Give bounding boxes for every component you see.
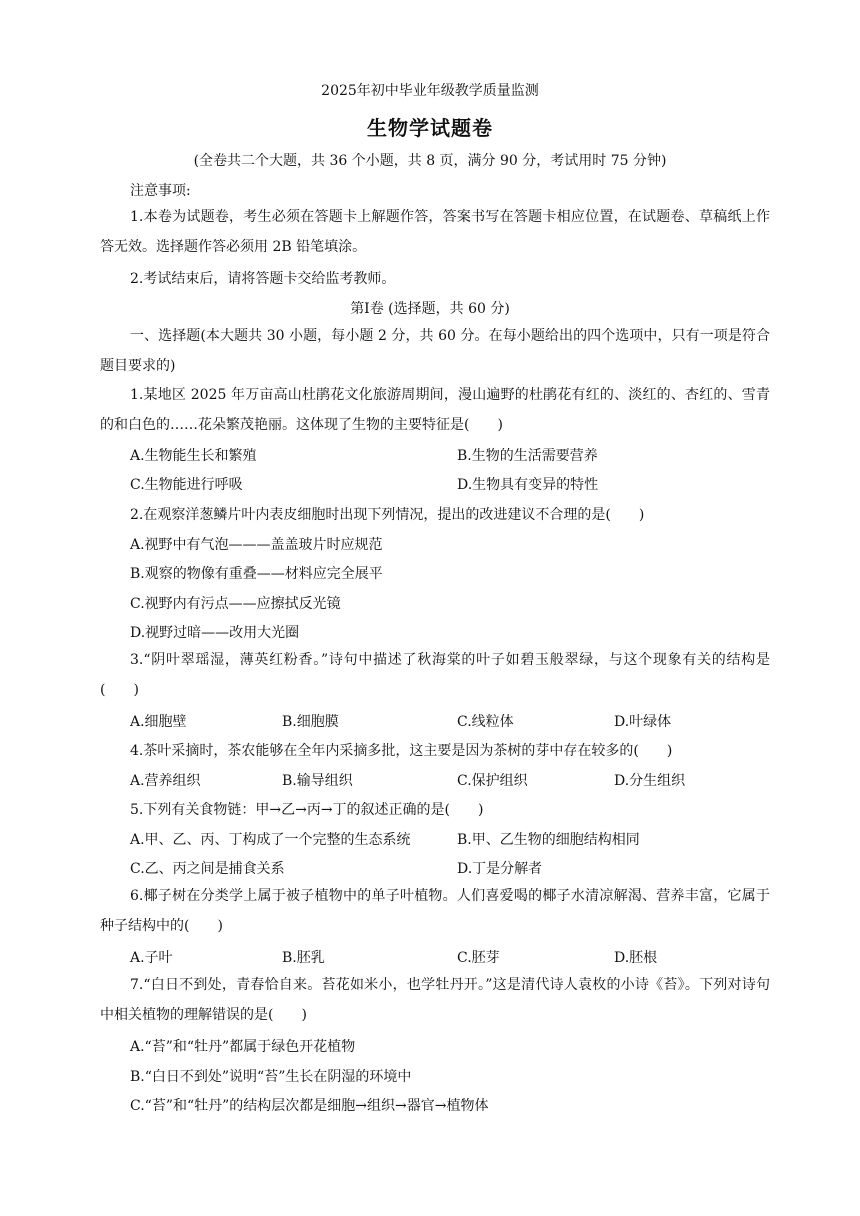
question-5-stem: 5.下列有关食物链：甲→乙→丙→丁的叙述正确的是( ) [130,802,484,818]
main-title: 生物学试题卷 [367,116,493,140]
question-3-stem: 3.“阴叶翠瑶湿，薄英红粉香。”诗句中描述了秋海棠的叶子如碧玉般翠绿，与这个现象有关的结构是( ) [100,652,770,698]
question-7-option-b: B.“白日不到处”说明“苔”生长在阴湿的环境中 [130,1069,412,1085]
question-5-option-d: D.丁是分解者 [457,861,543,877]
question-7-option-a: A.“苔”和“牡丹”都属于绿色开花植物 [130,1039,356,1055]
question-6-option-d: D.胚根 [614,950,658,966]
exam-subtitle: (全卷共二个大题，共 36 个小题，共 8 页，满分 90 分，考试用时 75 分钟) [193,153,667,169]
question-2-option-c: C.视野内有污点——应擦拭反光镜 [130,596,341,612]
question-1-option-b: B.生物的生活需要营养 [457,448,598,464]
question-4-option-c: C.保护组织 [457,773,528,789]
question-1-option-d: D.生物具有变异的特性 [457,477,599,493]
question-4-option-a: A.营养组织 [130,773,201,789]
section-instruction: 一、选择题(本大题共 30 小题，每小题 2 分，共 60 分。在每小题给出的四个选项中，只有一项是符合题目要求的) [100,328,770,374]
question-6-stem: 6.椰子树在分类学上属于被子植物中的单子叶植物。人们喜爱喝的椰子水清凉解渴、营养丰富，它属于种子结构中的( ) [100,888,770,934]
question-1-option-c: C.生物能进行呼吸 [130,477,243,493]
question-6-option-c: C.胚芽 [457,950,500,966]
question-3-option-c: C.线粒体 [457,714,514,730]
question-1-option-a: A.生物能生长和繁殖 [130,448,257,464]
question-6-option-a: A.子叶 [130,950,173,966]
question-2-option-b: B.观察的物像有重叠——材料应完全展平 [130,566,383,582]
notice-heading: 注意事项: [130,183,191,199]
question-4-option-b: B.输导组织 [282,773,353,789]
question-3-option-b: B.细胞膜 [282,714,339,730]
question-5-option-b: B.甲、乙生物的细胞结构相同 [457,832,640,848]
question-4-option-d: D.分生组织 [614,773,686,789]
section-title: 第Ⅰ卷 (选择题，共 60 分) [350,301,510,317]
question-1-stem: 1.某地区 2025 年万亩高山杜鹃花文化旅游周期间，漫山遍野的杜鹃花有红的、淡红的、杏红的、雪青的和白色的……花朵繁茂艳丽。这体现了生物的主要特征是( ) [100,387,770,433]
question-7-option-c: C.“苔”和“牡丹”的结构层次都是细胞→组织→器官→植物体 [130,1098,489,1114]
question-7-stem: 7.“白日不到处，青春恰自来。苔花如米小，也学牡丹开。”这是清代诗人袁枚的小诗《苔》。下列对诗句中相关植物的理解错误的是( ) [100,977,770,1023]
question-2-stem: 2.在观察洋葱鳞片叶内表皮细胞时出现下列情况，提出的改进建议不合理的是( ) [130,507,645,523]
question-5-option-c: C.乙、丙之间是捕食关系 [130,861,285,877]
question-2-option-d: D.视野过暗——改用大光圈 [130,625,300,641]
notice-item-1: 1.本卷为试题卷，考生必须在答题卡上解题作答，答案书写在答题卡相应位置，在试题卷、草稿纸上作答无效。选择题作答必须用 2B 铅笔填涂。 [100,209,770,255]
question-3-option-a: A.细胞壁 [130,714,187,730]
notice-item-2: 2.考试结束后，请将答题卡交给监考教师。 [130,271,396,287]
question-3-option-d: D.叶绿体 [614,714,672,730]
question-6-option-b: B.胚乳 [282,950,325,966]
question-4-stem: 4.茶叶采摘时，茶农能够在全年内采摘多批，这主要是因为茶树的芽中存在较多的( ) [130,743,673,759]
question-2-option-a: A.视野中有气泡———盖盖玻片时应规范 [130,537,383,553]
exam-title: 2025年初中毕业年级教学质量监测 [321,83,539,99]
question-5-option-a: A.甲、乙、丙、丁构成了一个完整的生态系统 [130,832,411,848]
